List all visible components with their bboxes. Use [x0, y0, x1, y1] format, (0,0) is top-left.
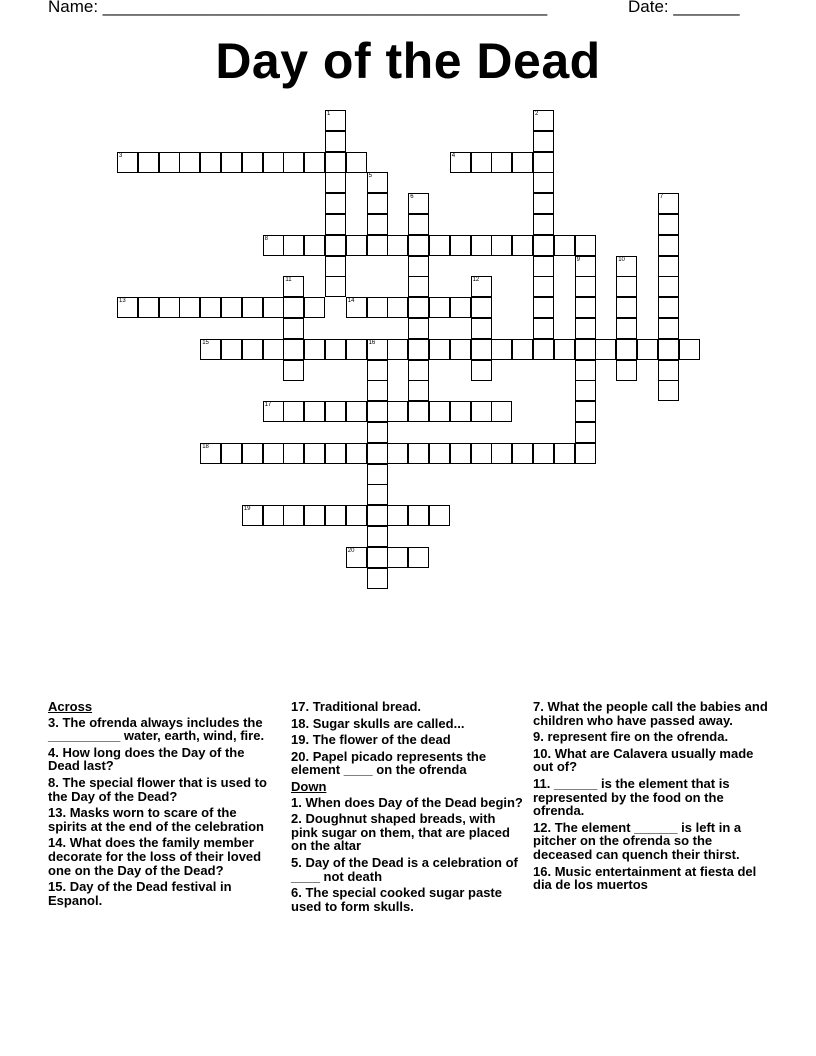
down-clue [533, 700, 773, 727]
grid-cell[interactable] [200, 443, 221, 464]
grid-cell[interactable] [263, 152, 284, 173]
grid-cell[interactable] [512, 152, 533, 173]
grid-cell[interactable] [304, 297, 325, 318]
grid-cell[interactable] [367, 484, 388, 505]
across-clue [48, 776, 278, 803]
grid-cell[interactable] [346, 152, 367, 173]
clue-text: What are Calavera usually made out of? [533, 745, 754, 775]
grid-cell[interactable] [242, 443, 263, 464]
clue-text: What does the family member decorate for the loss of their loved one on the Day of the Dead? [48, 835, 262, 878]
grid-cell[interactable] [367, 339, 388, 360]
grid-cell[interactable] [263, 297, 284, 318]
grid-cell[interactable] [450, 297, 471, 318]
grid-cell[interactable] [533, 172, 554, 193]
clue-number-label: 20. [291, 748, 313, 764]
grid-cell[interactable] [533, 131, 554, 152]
clue-text: The flower of the dead [312, 732, 451, 748]
clue-number-label: 9. [533, 729, 548, 745]
down-clue [291, 796, 523, 810]
grid-cell[interactable] [658, 380, 679, 401]
grid-cell[interactable] [575, 276, 596, 297]
grid-cell[interactable] [658, 297, 679, 318]
grid-cell[interactable] [533, 152, 554, 173]
grid-cell[interactable] [325, 276, 346, 297]
grid-cell[interactable] [346, 547, 367, 568]
grid-cell[interactable] [138, 297, 159, 318]
down-clue [533, 821, 773, 862]
clue-number-label: 18. [291, 715, 313, 731]
across-clue [48, 746, 278, 773]
clue-text: The ofrenda always includes the __________ water, earth, wind, fire. [48, 714, 265, 744]
grid-cell[interactable] [658, 235, 679, 256]
clue-number-label: 17. [291, 699, 313, 714]
grid-cell[interactable] [263, 235, 284, 256]
clue-text: ______ is the element that is represented by the food on the ofrenda. [533, 775, 730, 819]
grid-cell[interactable] [387, 505, 408, 526]
grid-cell[interactable] [533, 110, 554, 131]
across-clue [291, 750, 523, 777]
clue-number: 6 [410, 194, 414, 201]
clue-number-label: 2. [291, 811, 306, 827]
grid-cell[interactable] [429, 339, 450, 360]
grid-cell[interactable] [471, 360, 492, 381]
down-clue [291, 886, 523, 913]
grid-cell[interactable] [408, 505, 429, 526]
grid-cell[interactable] [533, 297, 554, 318]
clue-number: 7 [659, 194, 664, 201]
grid-cell[interactable] [263, 401, 284, 422]
across-clue [48, 806, 278, 833]
grid-cell[interactable] [325, 339, 346, 360]
grid-cell[interactable] [450, 235, 471, 256]
grid-cell[interactable] [491, 339, 512, 360]
down-clue [533, 865, 773, 892]
grid-cell[interactable] [408, 276, 429, 297]
grid-cell[interactable] [367, 297, 388, 318]
grid-cell[interactable] [575, 380, 596, 401]
grid-cell[interactable] [533, 235, 554, 256]
grid-cell[interactable] [658, 318, 679, 339]
grid-cell[interactable] [533, 214, 554, 235]
grid-cell[interactable] [554, 235, 575, 256]
grid-cell[interactable] [533, 256, 554, 277]
grid-cell[interactable] [367, 464, 388, 485]
grid-cell[interactable] [408, 256, 429, 277]
grid-cell[interactable] [533, 443, 554, 464]
grid-cell[interactable] [367, 401, 388, 422]
clue-number: 15 [202, 339, 209, 346]
grid-cell[interactable] [408, 380, 429, 401]
clue-number-label: 11. [533, 775, 554, 791]
clue-text: Papel picado represents the element ____ on the ofrenda [291, 748, 487, 778]
grid-cell[interactable] [450, 401, 471, 422]
grid-cell[interactable] [679, 339, 700, 360]
grid-cell[interactable] [616, 318, 637, 339]
clue-text: Music entertainment at fiesta del dia de los muertos [533, 863, 757, 893]
name-field-label: Name: _______________________________________________ [48, 0, 548, 16]
clue-number: 3 [119, 152, 123, 159]
grid-cell[interactable] [346, 235, 367, 256]
grid-cell[interactable] [367, 172, 388, 193]
grid-cell[interactable] [575, 297, 596, 318]
grid-cell[interactable] [471, 235, 492, 256]
grid-cell[interactable] [595, 339, 616, 360]
across-clue [48, 836, 278, 877]
grid-cell[interactable] [616, 297, 637, 318]
grid-cell[interactable] [429, 297, 450, 318]
across-clue [291, 733, 523, 747]
grid-cell[interactable] [117, 152, 138, 173]
grid-cell[interactable] [367, 214, 388, 235]
grid-cell[interactable] [575, 360, 596, 381]
grid-cell[interactable] [408, 297, 429, 318]
grid-cell[interactable] [325, 152, 346, 173]
clue-number-label: 3. [48, 714, 63, 730]
clue-number-label: 7. [533, 699, 548, 714]
grid-cell[interactable] [658, 193, 679, 214]
grid-cell[interactable] [616, 360, 637, 381]
grid-cell[interactable] [429, 505, 450, 526]
grid-cell[interactable] [367, 193, 388, 214]
clue-text: When does Day of the Dead begin? [305, 794, 523, 810]
grid-cell[interactable] [387, 547, 408, 568]
grid-cell[interactable] [408, 401, 429, 422]
grid-cell[interactable] [346, 443, 367, 464]
grid-cell[interactable] [304, 235, 325, 256]
grid-cell[interactable] [471, 297, 492, 318]
grid-cell[interactable] [575, 401, 596, 422]
grid-cell[interactable] [283, 505, 304, 526]
clue-text: Day of the Dead festival in Espanol. [48, 879, 232, 908]
grid-cell[interactable] [408, 443, 429, 464]
grid-cell[interactable] [325, 193, 346, 214]
clue-number-label: 6. [291, 885, 306, 901]
grid-cell[interactable] [408, 360, 429, 381]
clue-number-label: 16. [533, 863, 555, 879]
grid-cell[interactable] [387, 297, 408, 318]
across-clue [291, 717, 523, 731]
grid-cell[interactable] [512, 443, 533, 464]
grid-cell[interactable] [408, 193, 429, 214]
grid-cell[interactable] [221, 297, 242, 318]
grid-cell[interactable] [367, 568, 388, 589]
grid-cell[interactable] [367, 380, 388, 401]
clue-number: 5 [368, 173, 372, 180]
grid-cell[interactable] [658, 256, 679, 277]
grid-cell[interactable] [450, 152, 471, 173]
clue-text: The special cooked sugar paste used to form skulls. [291, 885, 502, 914]
across-clue [48, 716, 278, 743]
grid-cell[interactable] [242, 339, 263, 360]
grid-cell[interactable] [367, 526, 388, 547]
grid-cell[interactable] [450, 443, 471, 464]
down-clue [291, 812, 523, 853]
grid-cell[interactable] [367, 235, 388, 256]
across-clue [291, 700, 523, 714]
clue-number: 14 [347, 298, 355, 305]
clue-number: 13 [119, 298, 126, 305]
grid-cell[interactable] [325, 110, 346, 131]
grid-cell[interactable] [367, 360, 388, 381]
clue-number-label: 15. [48, 879, 70, 895]
grid-cell[interactable] [491, 443, 512, 464]
clues-column-2 [291, 700, 523, 916]
clue-number-label: 4. [48, 744, 63, 760]
grid-cell[interactable] [471, 339, 492, 360]
clue-text: represent fire on the ofrenda. [547, 729, 729, 745]
grid-cell[interactable] [367, 505, 388, 526]
clue-number: 4 [451, 152, 456, 159]
across-heading: Across [48, 699, 93, 714]
clue-number-label: 12. [533, 819, 555, 835]
grid-cell[interactable] [346, 401, 367, 422]
clue-number: 12 [472, 277, 480, 284]
grid-cell[interactable] [575, 443, 596, 464]
grid-cell[interactable] [325, 172, 346, 193]
grid-cell[interactable] [658, 214, 679, 235]
grid-cell[interactable] [242, 297, 263, 318]
grid-cell[interactable] [387, 339, 408, 360]
grid-cell[interactable] [575, 235, 596, 256]
grid-cell[interactable] [471, 443, 492, 464]
clue-number: 17 [264, 402, 272, 409]
grid-cell[interactable] [658, 360, 679, 381]
down-clue [533, 777, 773, 818]
grid-cell[interactable] [159, 152, 180, 173]
grid-cell[interactable] [346, 505, 367, 526]
grid-cell[interactable] [471, 152, 492, 173]
grid-cell[interactable] [554, 339, 575, 360]
clue-number: 11 [285, 277, 292, 284]
grid-cell[interactable] [491, 235, 512, 256]
down-clue [533, 747, 773, 774]
grid-cell[interactable] [512, 339, 533, 360]
grid-cell[interactable] [429, 235, 450, 256]
grid-cell[interactable] [346, 297, 367, 318]
grid-cell[interactable] [283, 360, 304, 381]
grid-cell[interactable] [221, 339, 242, 360]
down-clue [533, 730, 773, 744]
grid-cell[interactable] [283, 297, 304, 318]
clue-text: Traditional bread. [312, 699, 422, 714]
clue-text: The special flower that is used to the Day of the Dead? [48, 774, 267, 804]
grid-cell[interactable] [408, 235, 429, 256]
clue-text: Sugar skulls are called... [312, 715, 465, 731]
clue-number: 16 [368, 339, 376, 346]
grid-cell[interactable] [325, 235, 346, 256]
grid-cell[interactable] [367, 547, 388, 568]
page-title: Day of the Dead [215, 33, 601, 89]
grid-cell[interactable] [221, 152, 242, 173]
grid-cell[interactable] [117, 297, 138, 318]
date-field-label: Date: _______ [628, 0, 740, 16]
grid-cell[interactable] [325, 214, 346, 235]
grid-cell[interactable] [429, 401, 450, 422]
grid-cell[interactable] [471, 401, 492, 422]
clue-number: 8 [264, 235, 268, 242]
grid-cell[interactable] [387, 235, 408, 256]
clue-number-label: 1. [291, 794, 306, 810]
grid-cell[interactable] [325, 443, 346, 464]
grid-cell[interactable] [304, 401, 325, 422]
clue-number: 10 [618, 256, 625, 263]
clues-column-1 [48, 700, 278, 910]
grid-cell[interactable] [616, 339, 637, 360]
clue-text: Day of the Dead is a celebration of ____ not death [291, 854, 518, 884]
grid-cell[interactable] [408, 214, 429, 235]
clue-number: 1 [327, 111, 331, 117]
grid-cell[interactable] [138, 152, 159, 173]
grid-cell[interactable] [304, 443, 325, 464]
grid-cell[interactable] [179, 297, 200, 318]
grid-cell[interactable] [367, 443, 388, 464]
clues-column-3 [533, 700, 773, 895]
grid-cell[interactable] [263, 443, 284, 464]
grid-cell[interactable] [346, 339, 367, 360]
clue-number-label: 8. [48, 774, 63, 790]
grid-cell[interactable] [616, 256, 637, 277]
grid-cell[interactable] [283, 318, 304, 339]
grid-cell[interactable] [242, 152, 263, 173]
clue-text: Masks worn to scare of the spirits at the end of the celebration [48, 805, 264, 834]
grid-cell[interactable] [533, 318, 554, 339]
grid-cell[interactable] [575, 339, 596, 360]
grid-cell[interactable] [325, 131, 346, 152]
grid-cell[interactable] [263, 339, 284, 360]
grid-cell[interactable] [387, 443, 408, 464]
down-heading: Down [291, 778, 327, 794]
clue-number: 19 [243, 506, 251, 513]
clue-text: How long does the Day of the Dead last? [48, 744, 245, 774]
grid-cell[interactable] [304, 505, 325, 526]
grid-cell[interactable] [658, 276, 679, 297]
grid-cell[interactable] [325, 256, 346, 277]
grid-cell[interactable] [283, 401, 304, 422]
grid-cell[interactable] [283, 152, 304, 173]
clue-number: 18 [202, 443, 209, 450]
clue-number-label: 5. [291, 854, 306, 870]
grid-cell[interactable] [221, 443, 242, 464]
grid-cell[interactable] [283, 235, 304, 256]
grid-cell[interactable] [491, 152, 512, 173]
grid-cell[interactable] [304, 339, 325, 360]
grid-cell[interactable] [637, 339, 658, 360]
grid-cell[interactable] [575, 256, 596, 277]
clue-number-label: 10. [533, 745, 555, 761]
grid-cell[interactable] [408, 547, 429, 568]
clue-number-label: 13. [48, 805, 70, 821]
grid-cell[interactable] [283, 276, 304, 297]
grid-cell[interactable] [554, 443, 575, 464]
grid-cell[interactable] [200, 297, 221, 318]
clue-text: Doughnut shaped breads, with pink sugar on them, that are placed on the altar [291, 811, 510, 854]
grid-cell[interactable] [367, 422, 388, 443]
grid-cell[interactable] [408, 318, 429, 339]
grid-cell[interactable] [512, 235, 533, 256]
grid-cell[interactable] [471, 276, 492, 297]
grid-cell[interactable] [575, 422, 596, 443]
grid-cell[interactable] [533, 193, 554, 214]
across-clue [48, 880, 278, 907]
grid-cell[interactable] [283, 443, 304, 464]
grid-cell[interactable] [325, 401, 346, 422]
grid-cell[interactable] [159, 297, 180, 318]
clue-text: The element ______ is left in a pitcher on the ofrenda so the deceased can quench their thirst. [533, 819, 742, 862]
grid-cell[interactable] [533, 276, 554, 297]
down-clue [291, 856, 523, 883]
grid-cell[interactable] [491, 401, 512, 422]
grid-cell[interactable] [325, 505, 346, 526]
grid-cell[interactable] [533, 339, 554, 360]
grid-cell[interactable] [304, 152, 325, 173]
grid-cell[interactable] [179, 152, 200, 173]
grid-cell[interactable] [429, 443, 450, 464]
clue-text: What the people call the babies and children who have passed away. [533, 699, 768, 728]
grid-cell[interactable] [450, 339, 471, 360]
grid-cell[interactable] [408, 339, 429, 360]
grid-cell[interactable] [387, 401, 408, 422]
grid-cell[interactable] [200, 152, 221, 173]
grid-cell[interactable] [263, 505, 284, 526]
grid-cell[interactable] [200, 339, 221, 360]
grid-cell[interactable] [471, 318, 492, 339]
grid-cell[interactable] [242, 505, 263, 526]
grid-cell[interactable] [575, 318, 596, 339]
clue-number-label: 19. [291, 732, 313, 748]
clue-number-label: 14. [48, 835, 70, 851]
clue-number: 9 [576, 256, 580, 263]
grid-cell[interactable] [616, 276, 637, 297]
clue-number: 20 [347, 547, 355, 554]
grid-cell[interactable] [283, 339, 304, 360]
grid-cell[interactable] [658, 339, 679, 360]
clue-number: 2 [535, 111, 539, 117]
